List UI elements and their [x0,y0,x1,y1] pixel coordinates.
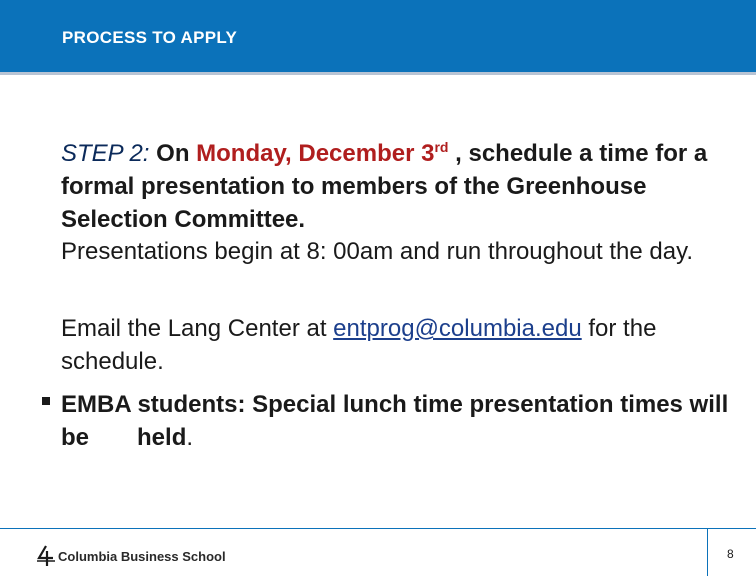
emba-part1: EMBA students: Special lunch time presentation times will be [61,391,729,451]
step2-paragraph [61,131,741,236]
slide-title: PROCESS TO APPLY [62,28,238,47]
email-before: Email the Lang Center at [61,315,327,342]
step-on: On [156,140,190,167]
step-date-text: Monday, December 3 [196,140,435,167]
presentations-paragraph: Presentations begin at 8: 00am and run throughout the day. [61,238,693,265]
school-name: Columbia Business School [58,549,226,564]
footer-vertical-divider [707,528,708,576]
step-date [196,140,448,167]
bullet-icon [42,397,50,405]
step-rest: , schedule a time for a formal presentation to members of the Greenhouse Selection Committee. [61,140,708,233]
emba-held: held [137,424,187,451]
emba-period: . [186,424,194,451]
email-after: for the schedule. [61,315,657,375]
page-number: 8 [727,547,734,561]
email-link[interactable]: entprog@columbia.edu [333,315,582,342]
columbia-logo-icon [36,545,56,567]
email-paragraph [61,312,741,378]
step-date-suffix: rd [434,139,449,155]
footer-divider [0,528,756,529]
step-label: STEP 2: [61,140,150,167]
header-divider [0,72,756,75]
header-bar [0,0,756,72]
emba-paragraph [61,388,741,454]
